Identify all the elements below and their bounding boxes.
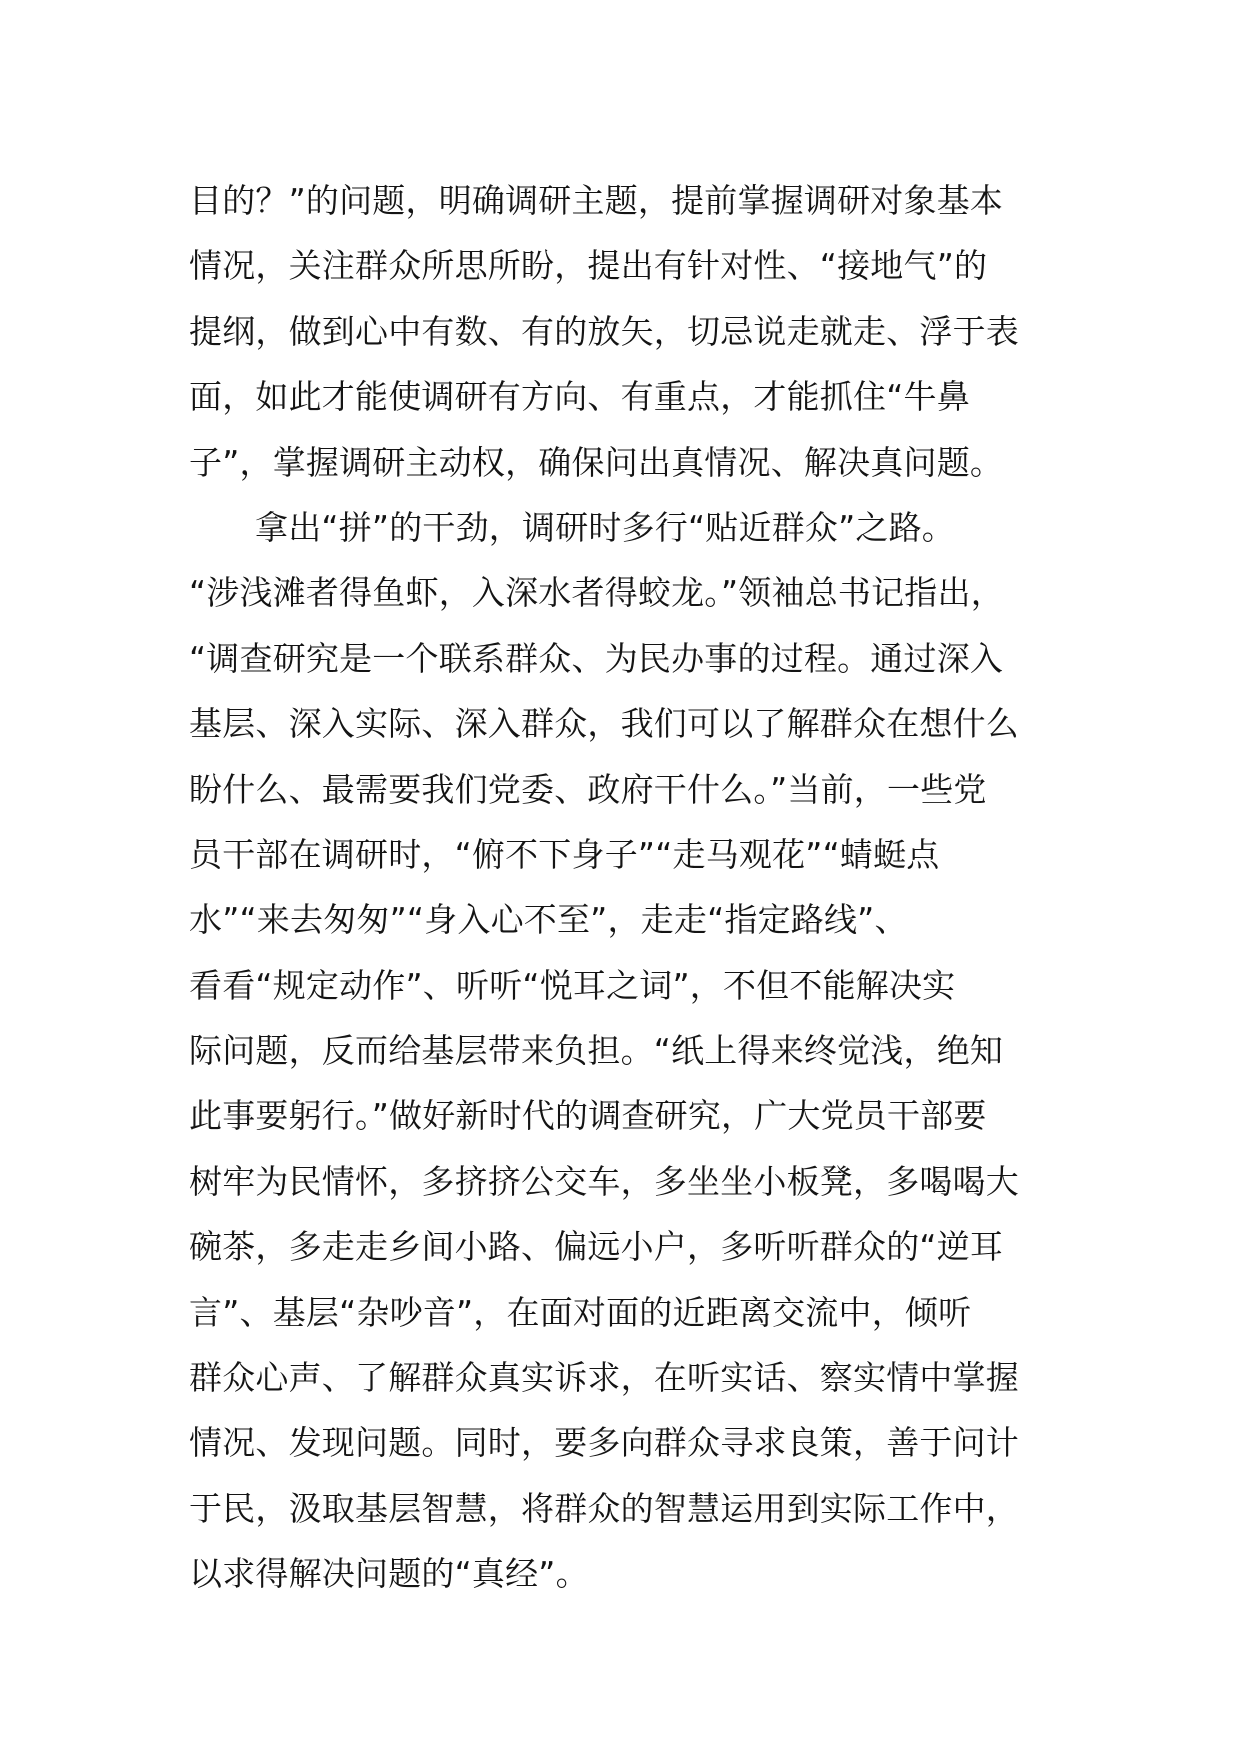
text-line: 面，如此才能使调研有方向、有重点，才能抓住“牛鼻 — [189, 377, 970, 417]
text-line: 碗茶，多走走乡间小路、偏远小户，多听听群众的“逆耳 — [189, 1227, 1004, 1267]
text-line: 提纲，做到心中有数、有的放矢，切忌说走就走、浮于表 — [189, 311, 1019, 351]
text-line: 于民，汲取基层智慧，将群众的智慧运用到实际工作中， — [189, 1488, 1019, 1528]
text-line: 此事要躬行。”做好新时代的调查研究，广大党员干部要 — [189, 1096, 987, 1136]
paragraph-1 — [189, 168, 1109, 495]
text-line: 基层、深入实际、深入群众，我们可以了解群众在想什么 — [189, 704, 1019, 744]
body-text — [189, 168, 1109, 1607]
text-line: “调查研究是一个联系群众、为民办事的过程。通过深入 — [189, 638, 1004, 678]
text-line: 员干部在调研时，“俯不下身子”“走马观花”“蜻蜓点 — [189, 834, 940, 874]
text-line: 言”、基层“杂吵音”，在面对面的近距离交流中，倾听 — [189, 1292, 972, 1332]
text-line: 情况，关注群众所思所盼，提出有针对性、“接地气”的 — [189, 246, 988, 286]
text-line: 水”“来去匆匆”“身入心不至”，走走“指定路线”、 — [189, 900, 908, 940]
text-line: 树牢为民情怀，多挤挤公交车，多坐坐小板凳，多喝喝大 — [189, 1161, 1019, 1201]
text-line: 情况、发现问题。同时，要多向群众寻求良策，善于问计 — [189, 1423, 1019, 1463]
text-line: “涉浅滩者得鱼虾，入深水者得蛟龙。”领袖总书记指出， — [189, 573, 1004, 613]
text-line: 群众心声、了解群众真实诉求，在听实话、察实情中掌握 — [189, 1358, 1019, 1398]
paragraph-2 — [189, 495, 1109, 1607]
text-line: 子”，掌握调研主动权，确保问出真情况、解决真问题。 — [189, 442, 1004, 482]
text-line: 际问题，反而给基层带来负担。“纸上得来终觉浅，绝知 — [189, 1031, 1004, 1071]
text-line: 看看“规定动作”、听听“悦耳之词”，不但不能解决实 — [189, 965, 956, 1005]
text-line: 盼什么、最需要我们党委、政府干什么。”当前，一些党 — [189, 769, 987, 809]
text-line: 以求得解决问题的“真经”。 — [189, 1554, 589, 1594]
text-line: 拿出“拼”的干劲，调研时多行“贴近群众”之路。 — [255, 507, 955, 547]
text-line: 目的？”的问题，明确调研主题，提前掌握调研对象基本 — [189, 181, 1004, 220]
